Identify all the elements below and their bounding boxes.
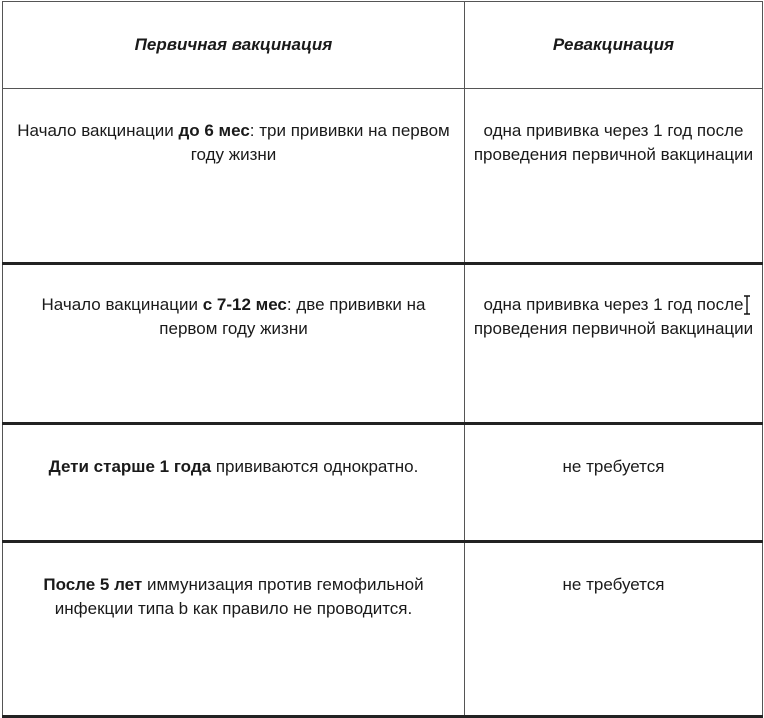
row-2-bold-term: с 7-12 мес bbox=[202, 295, 287, 314]
table-row bbox=[3, 542, 763, 717]
row-3-bold-term: Дети старше 1 года bbox=[48, 457, 212, 476]
table-row bbox=[3, 89, 763, 264]
header-primary-vaccination: Первичная вакцинация bbox=[3, 2, 465, 89]
row-1-primary-cell: Начало вакцинации до 6 мес: три прививки на первом году жизни bbox=[3, 89, 465, 264]
vaccination-table bbox=[2, 1, 763, 718]
row-4-primary-cell: После 5 лет иммунизация против гемофильной инфекции типа b как правило не проводится. bbox=[3, 542, 465, 717]
row-3-primary-cell: Дети старше 1 года прививаются однократно. bbox=[3, 424, 465, 542]
table-row bbox=[3, 264, 763, 424]
text-cursor-icon bbox=[743, 295, 751, 315]
row-4-bold-term: После 5 лет bbox=[43, 575, 143, 594]
table-header-row bbox=[3, 2, 763, 89]
row-4-revaccination-cell: не требуется bbox=[465, 542, 763, 717]
row-2-primary-cell: Начало вакцинации с 7-12 мес: две прививки на первом году жизни bbox=[3, 264, 465, 424]
row-3-revaccination-cell: не требуется bbox=[465, 424, 763, 542]
row-1-revaccination-cell: одна прививка через 1 год после проведения первичной вакцинации bbox=[465, 89, 763, 264]
row-1-bold-term: до 6 мес bbox=[178, 121, 250, 140]
row-2-revaccination-cell: одна прививка через 1 год после проведения первичной вакцинации bbox=[465, 264, 763, 424]
table-row bbox=[3, 424, 763, 542]
header-revaccination: Ревакцинация bbox=[465, 2, 763, 89]
